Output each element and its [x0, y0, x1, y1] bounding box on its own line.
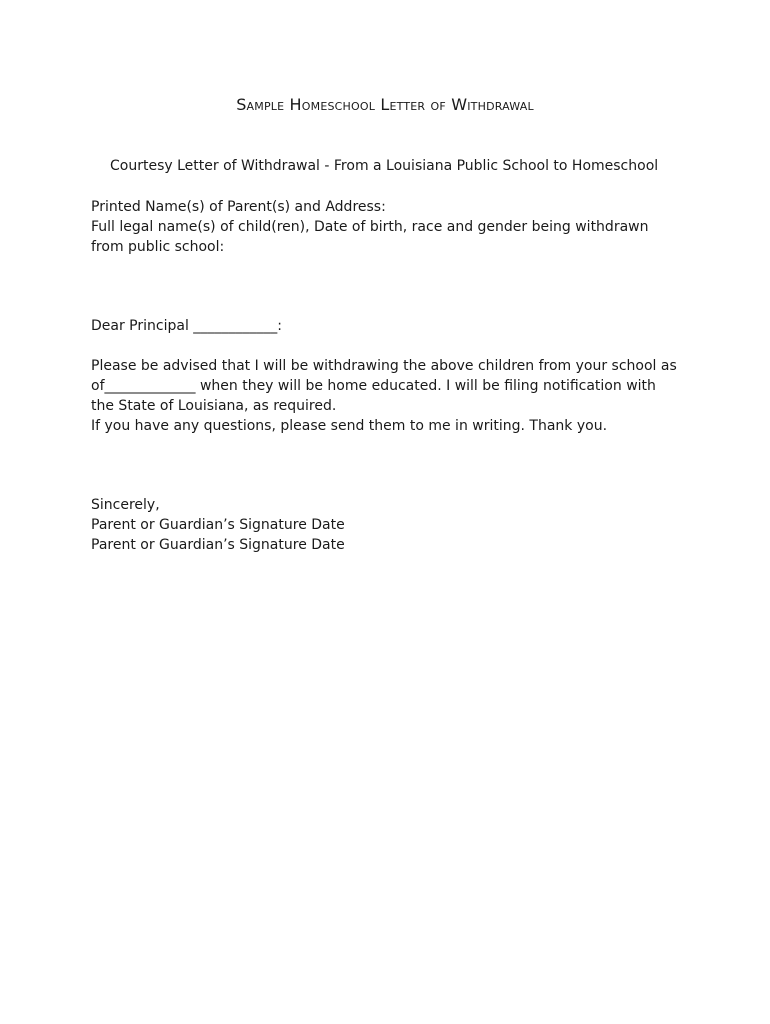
- letter-body: [91, 356, 701, 436]
- salutation: Dear Principal ____________:: [91, 318, 283, 334]
- salutation-block: [91, 316, 701, 336]
- signature-line: Parent or Guardian’s Signature Date: [91, 517, 345, 533]
- closing-line: Sincerely,: [91, 497, 160, 513]
- closing-block: [91, 495, 701, 555]
- signature-line: Parent or Guardian’s Signature Date: [91, 537, 345, 553]
- body-line: of_____________ when they will be home educated. I will be filing notification with: [91, 378, 656, 394]
- parent-info-line: from public school:: [91, 239, 225, 255]
- document-subtitle: Courtesy Letter of Withdrawal - From a Louisiana Public School to Homeschool: [110, 158, 659, 174]
- parent-info-block: [91, 197, 701, 257]
- body-line: Please be advised that I will be withdrawing the above children from your school as: [91, 358, 677, 374]
- parent-info-line: Full legal name(s) of child(ren), Date of birth, race and gender being withdrawn: [91, 219, 649, 235]
- document-title: Sample Homeschool Letter of Withdrawal: [236, 95, 534, 114]
- parent-info-line: Printed Name(s) of Parent(s) and Address:: [91, 199, 386, 215]
- body-line: the State of Louisiana, as required.: [91, 398, 337, 414]
- body-line: If you have any questions, please send them to me in writing. Thank you.: [91, 418, 608, 434]
